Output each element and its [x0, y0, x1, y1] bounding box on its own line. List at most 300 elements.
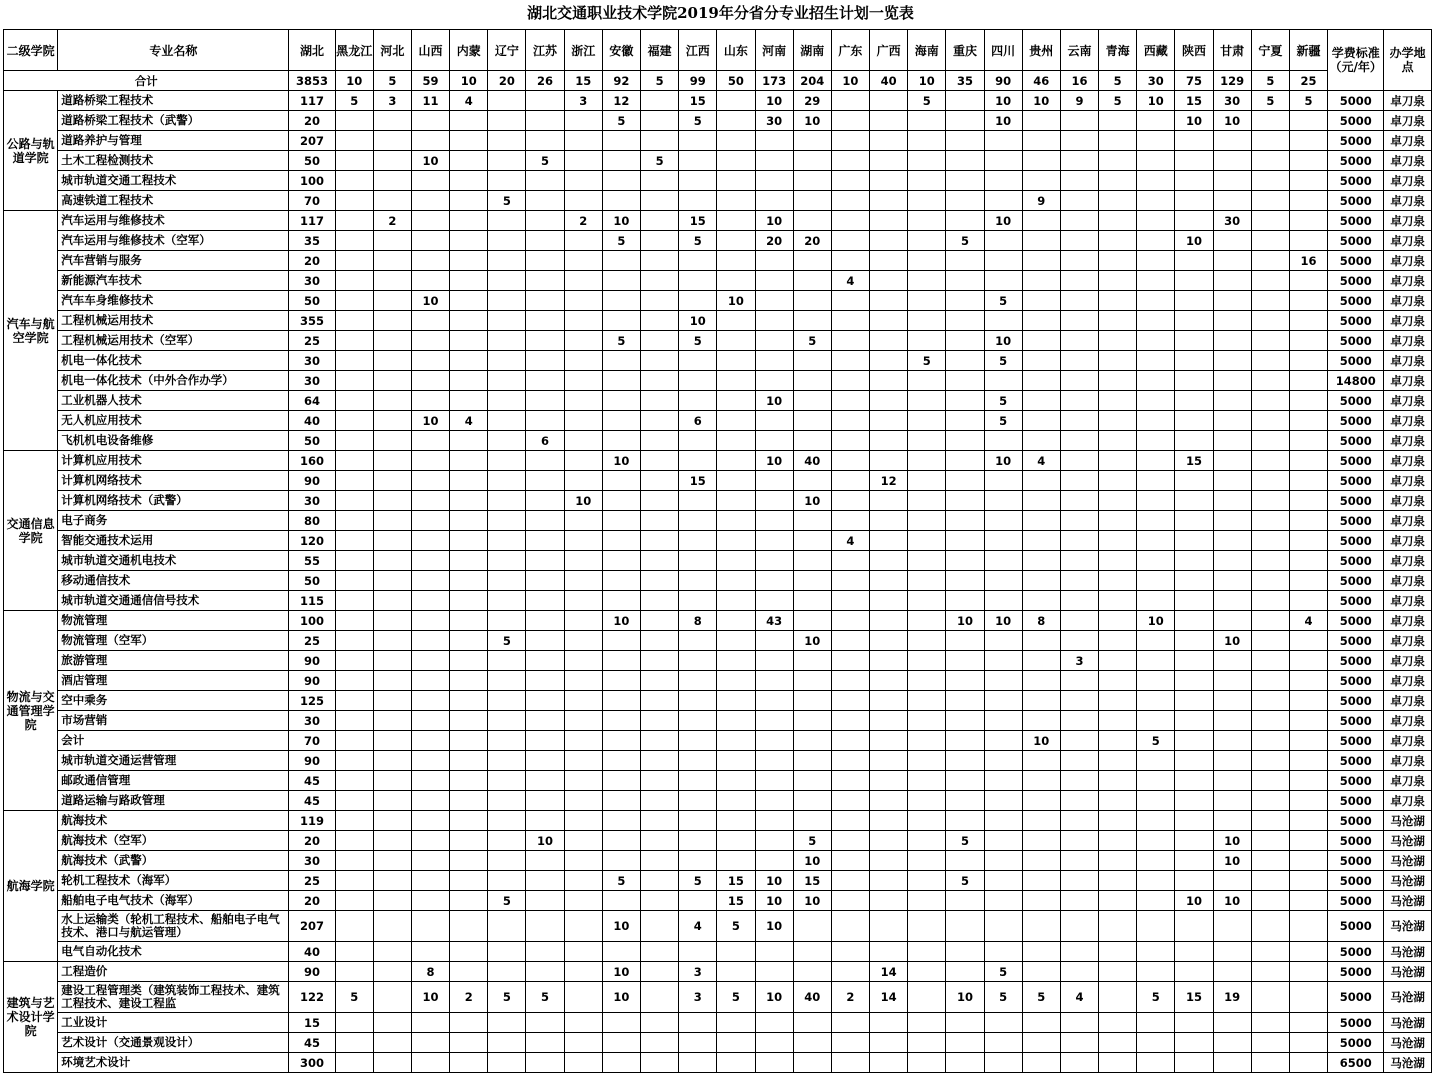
quota-cell	[640, 591, 678, 611]
quota-cell	[793, 211, 831, 231]
fee-cell: 5000	[1328, 551, 1384, 571]
quota-cell	[1099, 651, 1137, 671]
quota-cell	[1251, 191, 1289, 211]
quota-cell	[640, 211, 678, 231]
location-cell: 马沧湖	[1384, 942, 1432, 962]
quota-cell	[526, 711, 564, 731]
table-row	[4, 731, 1432, 751]
quota-cell	[717, 471, 755, 491]
quota-cell	[946, 791, 984, 811]
major-cell: 市场营销	[58, 711, 289, 731]
quota-cell	[526, 211, 564, 231]
quota-cell	[411, 251, 449, 271]
quota-cell	[564, 591, 602, 611]
quota-cell	[640, 671, 678, 691]
quota-cell	[984, 691, 1022, 711]
quota-cell	[411, 211, 449, 231]
quota-cell	[526, 691, 564, 711]
quota-cell	[870, 211, 908, 231]
quota-cell	[1099, 191, 1137, 211]
quota-cell	[793, 551, 831, 571]
total-cell: 25	[1289, 71, 1327, 91]
quota-cell	[373, 982, 411, 1013]
quota-cell: 4	[1022, 451, 1060, 471]
quota-cell	[679, 651, 717, 671]
quota-cell	[488, 131, 526, 151]
quota-cell	[450, 271, 488, 291]
quota-cell	[1137, 811, 1175, 831]
province-header: 山东	[717, 30, 755, 71]
quota-cell	[335, 591, 373, 611]
fee-cell: 5000	[1328, 311, 1384, 331]
quota-cell	[1137, 391, 1175, 411]
quota-cell: 4	[1060, 982, 1098, 1013]
quota-cell	[755, 691, 793, 711]
quota-cell	[1251, 471, 1289, 491]
quota-cell	[793, 171, 831, 191]
quota-cell	[755, 1013, 793, 1033]
quota-cell	[793, 291, 831, 311]
quota-cell	[1060, 711, 1098, 731]
major-cell: 电子商务	[58, 511, 289, 531]
quota-cell: 4	[831, 531, 869, 551]
quota-cell	[1099, 791, 1137, 811]
quota-cell	[1060, 751, 1098, 771]
quota-cell	[679, 551, 717, 571]
quota-cell: 10	[602, 911, 640, 942]
quota-cell	[411, 911, 449, 942]
quota-cell	[1060, 1053, 1098, 1073]
quota-cell	[526, 311, 564, 331]
quota-cell	[1251, 291, 1289, 311]
location-cell: 卓刀泉	[1384, 731, 1432, 751]
quota-cell	[679, 691, 717, 711]
quota-cell	[335, 851, 373, 871]
quota-cell	[1251, 491, 1289, 511]
quota-cell	[411, 271, 449, 291]
quota-cell	[793, 962, 831, 982]
quota-cell: 5	[602, 331, 640, 351]
table-row	[4, 791, 1432, 811]
quota-cell	[1099, 391, 1137, 411]
quota-cell	[1251, 631, 1289, 651]
location-cell: 卓刀泉	[1384, 591, 1432, 611]
quota-cell	[602, 711, 640, 731]
quota-cell	[679, 891, 717, 911]
major-cell: 轮机工程技术（海军）	[58, 871, 289, 891]
quota-cell	[488, 271, 526, 291]
quota-cell	[1022, 291, 1060, 311]
quota-cell	[1213, 311, 1251, 331]
quota-cell	[526, 871, 564, 891]
quota-cell	[335, 571, 373, 591]
quota-cell	[1022, 511, 1060, 531]
quota-cell	[564, 111, 602, 131]
location-cell: 卓刀泉	[1384, 451, 1432, 471]
quota-cell	[373, 611, 411, 631]
quota-cell: 30	[289, 371, 335, 391]
quota-cell	[1022, 851, 1060, 871]
quota-cell	[793, 791, 831, 811]
quota-cell	[1251, 131, 1289, 151]
quota-cell	[984, 811, 1022, 831]
quota-cell	[564, 911, 602, 942]
quota-cell	[717, 351, 755, 371]
quota-cell	[411, 751, 449, 771]
major-cell: 航海技术（武警）	[58, 851, 289, 871]
quota-cell	[984, 1033, 1022, 1053]
location-cell: 卓刀泉	[1384, 191, 1432, 211]
quota-cell	[488, 311, 526, 331]
quota-cell	[1060, 771, 1098, 791]
quota-cell	[717, 611, 755, 631]
quota-cell	[1022, 591, 1060, 611]
location-cell: 马沧湖	[1384, 911, 1432, 942]
quota-cell	[717, 311, 755, 331]
quota-cell	[1175, 691, 1213, 711]
quota-cell	[640, 251, 678, 271]
quota-cell	[717, 271, 755, 291]
quota-cell	[373, 311, 411, 331]
quota-cell	[679, 431, 717, 451]
quota-cell	[1022, 651, 1060, 671]
quota-cell	[831, 171, 869, 191]
quota-cell	[946, 251, 984, 271]
fee-cell: 5000	[1328, 671, 1384, 691]
quota-cell: 10	[984, 211, 1022, 231]
quota-cell	[755, 591, 793, 611]
quota-cell	[411, 371, 449, 391]
quota-cell	[1213, 191, 1251, 211]
quota-cell	[984, 1053, 1022, 1073]
location-cell: 卓刀泉	[1384, 111, 1432, 131]
quota-cell	[526, 671, 564, 691]
quota-cell	[488, 811, 526, 831]
quota-cell	[679, 271, 717, 291]
quota-cell: 5	[1137, 731, 1175, 751]
quota-cell	[984, 651, 1022, 671]
quota-cell	[526, 851, 564, 871]
quota-cell	[679, 351, 717, 371]
table-row	[4, 391, 1432, 411]
quota-cell	[870, 1013, 908, 1033]
quota-cell: 30	[755, 111, 793, 131]
quota-cell	[1213, 131, 1251, 151]
quota-cell: 40	[793, 451, 831, 471]
quota-cell	[831, 831, 869, 851]
quota-cell: 5	[908, 351, 946, 371]
total-cell: 99	[679, 71, 717, 91]
quota-cell	[411, 131, 449, 151]
quota-cell	[946, 471, 984, 491]
quota-cell: 10	[984, 111, 1022, 131]
quota-cell	[908, 451, 946, 471]
quota-cell	[526, 111, 564, 131]
quota-cell	[1060, 471, 1098, 491]
quota-cell	[1251, 251, 1289, 271]
quota-cell	[1060, 631, 1098, 651]
quota-cell	[1137, 331, 1175, 351]
quota-cell	[793, 391, 831, 411]
quota-cell	[870, 451, 908, 471]
quota-cell	[831, 211, 869, 231]
quota-cell	[908, 982, 946, 1013]
fee-cell: 5000	[1328, 511, 1384, 531]
quota-cell	[411, 731, 449, 751]
quota-cell: 25	[289, 331, 335, 351]
quota-cell	[335, 511, 373, 531]
quota-cell: 20	[755, 231, 793, 251]
quota-cell: 10	[755, 911, 793, 942]
quota-cell: 10	[602, 211, 640, 231]
quota-cell	[831, 751, 869, 771]
quota-cell	[564, 531, 602, 551]
quota-cell	[679, 591, 717, 611]
quota-cell	[1022, 771, 1060, 791]
quota-cell: 5	[793, 831, 831, 851]
quota-cell	[335, 551, 373, 571]
quota-cell	[335, 831, 373, 851]
quota-cell	[717, 962, 755, 982]
quota-cell	[640, 771, 678, 791]
quota-cell: 5	[793, 331, 831, 351]
quota-cell	[1060, 1013, 1098, 1033]
quota-cell	[1099, 911, 1137, 942]
quota-cell	[526, 731, 564, 751]
quota-cell	[526, 891, 564, 911]
quota-cell	[526, 1013, 564, 1033]
quota-cell	[1099, 982, 1137, 1013]
location-cell: 卓刀泉	[1384, 371, 1432, 391]
quota-cell	[1137, 771, 1175, 791]
quota-cell	[488, 771, 526, 791]
quota-cell	[946, 631, 984, 651]
quota-cell	[1175, 591, 1213, 611]
location-cell: 卓刀泉	[1384, 391, 1432, 411]
total-cell: 5	[1251, 71, 1289, 91]
quota-cell	[373, 871, 411, 891]
quota-cell	[1175, 851, 1213, 871]
quota-cell	[373, 1033, 411, 1053]
major-cell: 道路养护与管理	[58, 131, 289, 151]
quota-cell	[1175, 791, 1213, 811]
quota-cell	[679, 171, 717, 191]
quota-cell: 3	[373, 91, 411, 111]
quota-cell	[411, 591, 449, 611]
quota-cell	[946, 751, 984, 771]
quota-cell	[831, 811, 869, 831]
quota-cell	[1137, 551, 1175, 571]
quota-cell	[564, 962, 602, 982]
quota-cell	[1137, 671, 1175, 691]
quota-cell	[564, 271, 602, 291]
quota-cell	[870, 871, 908, 891]
quota-cell	[870, 531, 908, 551]
quota-cell	[335, 211, 373, 231]
quota-cell	[1213, 711, 1251, 731]
quota-cell	[411, 451, 449, 471]
quota-cell	[1175, 351, 1213, 371]
quota-cell: 70	[289, 191, 335, 211]
quota-cell	[335, 411, 373, 431]
quota-cell	[564, 691, 602, 711]
quota-cell	[488, 551, 526, 571]
quota-cell: 3	[564, 91, 602, 111]
table-row	[4, 451, 1432, 471]
fee-cell: 5000	[1328, 151, 1384, 171]
quota-cell	[908, 191, 946, 211]
quota-cell	[1175, 631, 1213, 651]
quota-cell: 10	[411, 411, 449, 431]
quota-cell	[946, 731, 984, 751]
quota-cell	[1022, 571, 1060, 591]
quota-cell	[335, 251, 373, 271]
location-cell: 卓刀泉	[1384, 531, 1432, 551]
fee-cell: 5000	[1328, 291, 1384, 311]
quota-cell	[793, 251, 831, 271]
fee-cell: 5000	[1328, 331, 1384, 351]
fee-cell: 5000	[1328, 811, 1384, 831]
major-cell: 邮政通信管理	[58, 771, 289, 791]
quota-cell	[679, 1053, 717, 1073]
quota-cell	[717, 171, 755, 191]
fee-cell: 5000	[1328, 411, 1384, 431]
quota-cell: 10	[984, 451, 1022, 471]
quota-cell	[411, 191, 449, 211]
quota-cell: 14	[870, 982, 908, 1013]
quota-cell	[717, 1053, 755, 1073]
quota-cell	[1213, 791, 1251, 811]
quota-cell	[1289, 491, 1327, 511]
quota-cell: 10	[411, 151, 449, 171]
quota-cell	[1137, 891, 1175, 911]
quota-cell	[1251, 891, 1289, 911]
quota-cell	[870, 751, 908, 771]
quota-cell	[870, 1053, 908, 1073]
total-cell: 16	[1060, 71, 1098, 91]
quota-cell	[908, 431, 946, 451]
quota-cell	[793, 571, 831, 591]
quota-cell	[1289, 911, 1327, 942]
quota-cell: 355	[289, 311, 335, 331]
quota-cell: 12	[870, 471, 908, 491]
quota-cell	[755, 791, 793, 811]
quota-cell	[411, 111, 449, 131]
quota-cell	[831, 911, 869, 942]
quota-cell	[717, 731, 755, 751]
quota-cell	[640, 631, 678, 651]
major-cell: 工业机器人技术	[58, 391, 289, 411]
quota-cell	[1060, 551, 1098, 571]
quota-cell	[450, 291, 488, 311]
quota-cell	[488, 351, 526, 371]
quota-cell	[984, 911, 1022, 942]
quota-cell	[1213, 291, 1251, 311]
quota-cell	[908, 942, 946, 962]
quota-cell	[1137, 251, 1175, 271]
quota-cell	[526, 551, 564, 571]
quota-cell	[793, 471, 831, 491]
quota-cell	[450, 591, 488, 611]
quota-cell	[870, 891, 908, 911]
quota-cell	[602, 151, 640, 171]
quota-cell	[870, 391, 908, 411]
quota-cell: 15	[679, 211, 717, 231]
quota-cell	[488, 151, 526, 171]
quota-cell	[1060, 211, 1098, 231]
province-header: 重庆	[946, 30, 984, 71]
quota-cell	[679, 851, 717, 871]
quota-cell	[1060, 571, 1098, 591]
total-cell: 35	[946, 71, 984, 91]
quota-cell	[1213, 231, 1251, 251]
quota-cell: 10	[755, 211, 793, 231]
quota-cell	[984, 151, 1022, 171]
quota-cell	[984, 371, 1022, 391]
quota-cell	[1099, 871, 1137, 891]
quota-cell	[1251, 271, 1289, 291]
quota-cell: 5	[946, 871, 984, 891]
quota-cell	[946, 962, 984, 982]
quota-cell	[411, 311, 449, 331]
quota-cell	[1289, 511, 1327, 531]
quota-cell	[1289, 551, 1327, 571]
location-cell: 卓刀泉	[1384, 511, 1432, 531]
quota-cell	[1060, 191, 1098, 211]
quota-cell	[717, 111, 755, 131]
quota-cell	[373, 551, 411, 571]
table-row	[4, 311, 1432, 331]
location-cell: 卓刀泉	[1384, 311, 1432, 331]
quota-cell	[602, 311, 640, 331]
quota-cell	[373, 531, 411, 551]
quota-cell	[717, 491, 755, 511]
quota-cell	[870, 271, 908, 291]
quota-cell	[1060, 871, 1098, 891]
quota-cell	[602, 531, 640, 551]
table-row	[4, 1033, 1432, 1053]
major-cell: 工程造价	[58, 962, 289, 982]
quota-cell: 10	[946, 611, 984, 631]
quota-cell	[1251, 111, 1289, 131]
province-header: 西藏	[1137, 30, 1175, 71]
quota-cell: 9	[1060, 91, 1098, 111]
quota-cell	[450, 231, 488, 251]
quota-cell	[1251, 911, 1289, 942]
quota-cell	[373, 391, 411, 411]
quota-cell	[1060, 942, 1098, 962]
quota-cell	[1022, 962, 1060, 982]
quota-cell	[1213, 1013, 1251, 1033]
quota-cell	[984, 471, 1022, 491]
quota-cell	[755, 531, 793, 551]
enrollment-table	[3, 29, 1432, 1073]
quota-cell	[1289, 771, 1327, 791]
quota-cell: 5	[717, 982, 755, 1013]
quota-cell	[1099, 371, 1137, 391]
quota-cell	[870, 311, 908, 331]
quota-cell	[984, 571, 1022, 591]
quota-cell	[1289, 982, 1327, 1013]
quota-cell	[640, 871, 678, 891]
quota-cell	[488, 942, 526, 962]
table-row	[4, 171, 1432, 191]
quota-cell	[908, 651, 946, 671]
quota-cell: 10	[984, 331, 1022, 351]
quota-cell	[870, 631, 908, 651]
quota-cell: 10	[793, 891, 831, 911]
quota-cell	[870, 1033, 908, 1053]
